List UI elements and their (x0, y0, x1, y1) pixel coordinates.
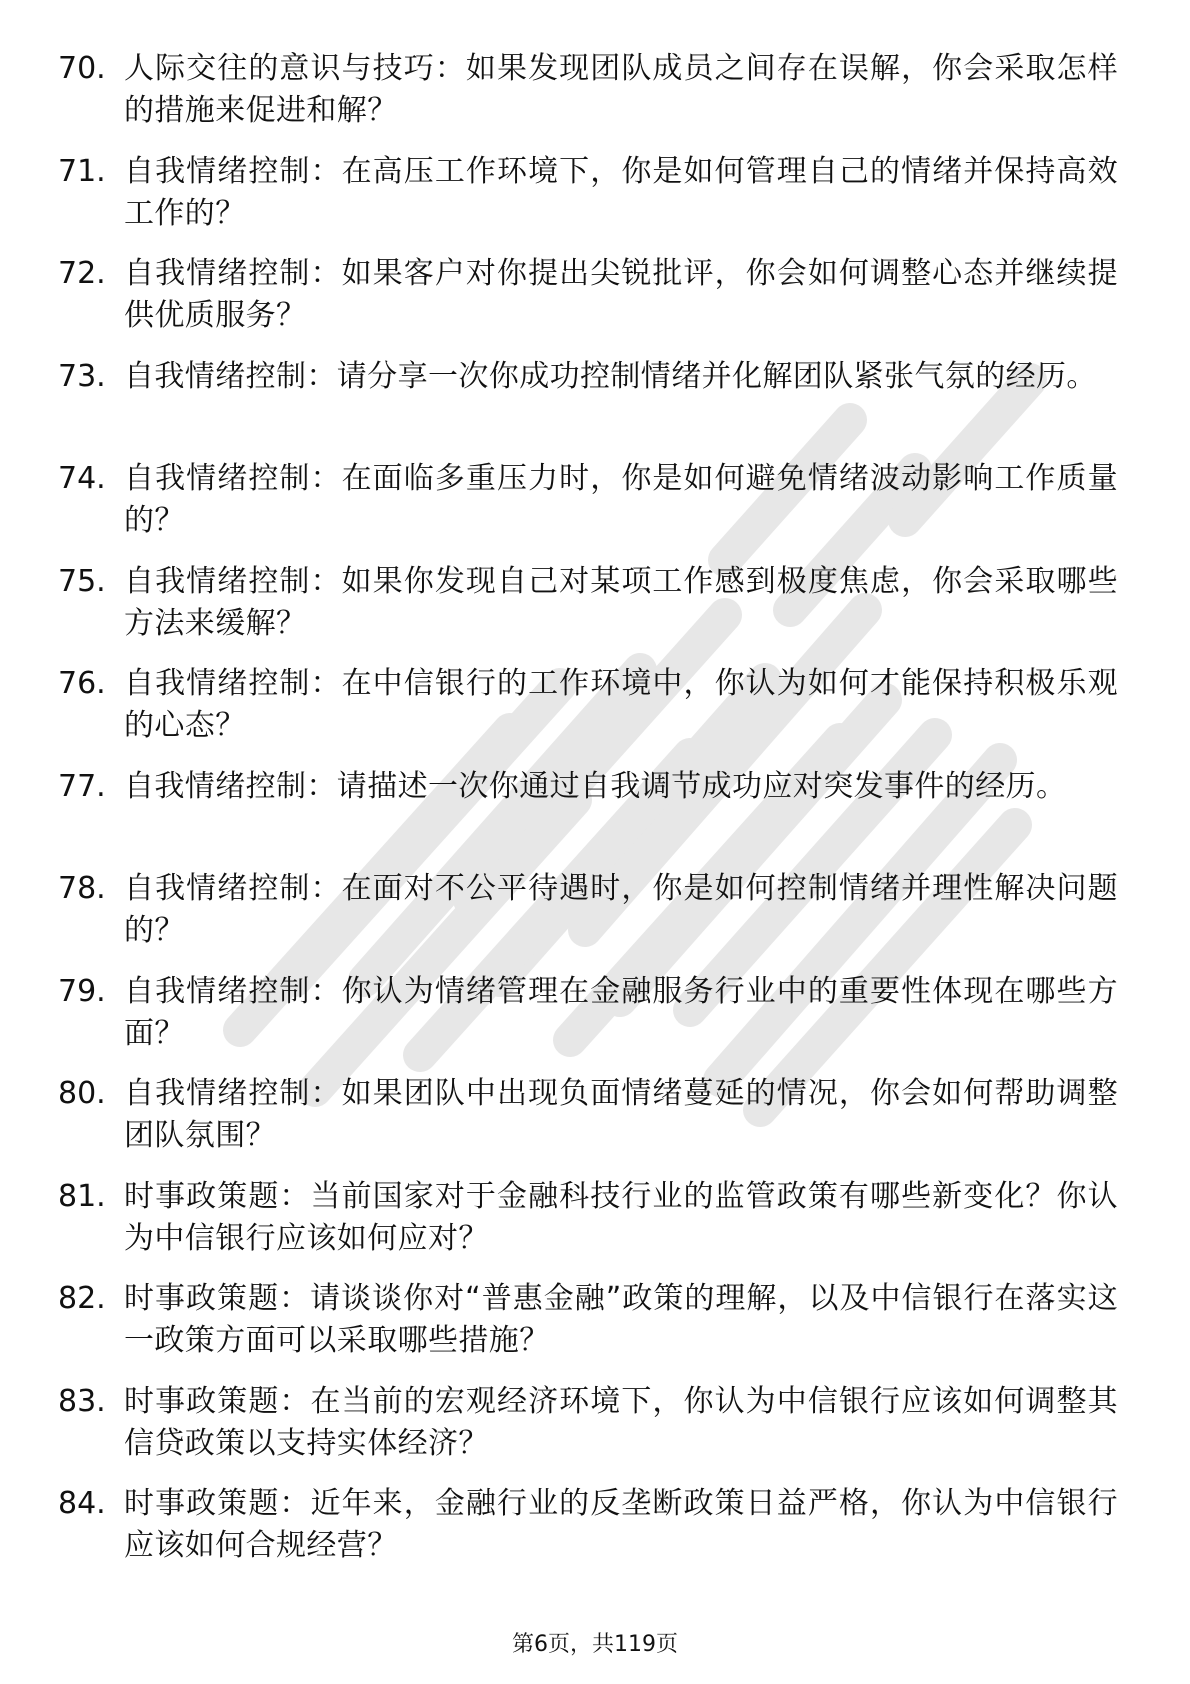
question-item (58, 1483, 1118, 1586)
question-item (58, 48, 1118, 151)
question-text: 时事政策题：请谈谈你对“普惠金融”政策的理解，以及中信银行在落实这一政策方面可以采取哪些措施？ (124, 1281, 1118, 1358)
question-text: 时事政策题：当前国家对于金融科技行业的监管政策有哪些新变化？你认为中信银行应该如何应对？ (124, 1178, 1118, 1256)
question-text: 自我情绪控制：请分享一次你成功控制情绪并化解团队紧张气氛的经历。 (124, 358, 1097, 394)
question-number: 80. (58, 1076, 106, 1111)
question-list (58, 48, 1118, 1586)
question-text: 自我情绪控制：如果你发现自己对某项工作感到极度焦虑，你会采取哪些方法来缓解？ (124, 563, 1118, 641)
question-text: 时事政策题：近年来，金融行业的反垄断政策日益严格，你认为中信银行应该如何合规经营？ (124, 1486, 1118, 1563)
page-number-label: 第6页，共119页 (512, 1632, 678, 1657)
question-text: 时事政策题：在当前的宏观经济环境下，你认为中信银行应该如何调整其信贷政策以支持实体经济？ (124, 1383, 1118, 1461)
question-number: 75. (58, 563, 106, 599)
question-item (58, 253, 1118, 356)
question-text: 自我情绪控制：如果团队中出现负面情绪蔓延的情况，你会如何帮助调整团队氛围？ (124, 1076, 1118, 1153)
question-number: 73. (58, 358, 106, 394)
question-item (58, 151, 1118, 254)
question-text: 自我情绪控制：在高压工作环境下，你是如何管理自己的情绪并保持高效工作的？ (124, 153, 1118, 231)
question-number: 71. (58, 153, 106, 189)
question-item (58, 356, 1118, 459)
question-text: 自我情绪控制：你认为情绪管理在金融服务行业中的重要性体现在哪些方面？ (124, 973, 1118, 1051)
question-text: 人际交往的意识与技巧：如果发现团队成员之间存在误解，你会采取怎样的措施来促进和解？ (124, 51, 1118, 128)
question-item (58, 1073, 1118, 1176)
question-number: 83. (58, 1383, 106, 1419)
question-number: 72. (58, 256, 106, 291)
question-item (58, 868, 1118, 971)
question-text: 自我情绪控制：请描述一次你通过自我调节成功应对突发事件的经历。 (124, 768, 1067, 804)
question-item (58, 766, 1118, 869)
question-number: 79. (58, 973, 106, 1009)
question-text: 自我情绪控制：在中信银行的工作环境中，你认为如何才能保持积极乐观的心态？ (124, 666, 1118, 743)
question-text: 自我情绪控制：在面临多重压力时，你是如何避免情绪波动影响工作质量的？ (124, 461, 1118, 538)
question-number: 70. (58, 51, 106, 86)
question-number: 76. (58, 666, 106, 701)
question-item (58, 663, 1118, 766)
question-number: 74. (58, 461, 106, 496)
question-item (58, 1381, 1118, 1484)
question-number: 77. (58, 768, 106, 804)
question-item (58, 1176, 1118, 1279)
question-item (58, 561, 1118, 664)
question-item (58, 971, 1118, 1074)
question-item (58, 458, 1118, 561)
question-number: 78. (58, 871, 106, 906)
page-footer (0, 1630, 1190, 1660)
question-item (58, 1278, 1118, 1381)
question-number: 81. (58, 1178, 106, 1214)
question-text: 自我情绪控制：如果客户对你提出尖锐批评，你会如何调整心态并继续提供优质服务？ (124, 256, 1118, 333)
question-number: 82. (58, 1281, 106, 1316)
question-number: 84. (58, 1486, 106, 1521)
question-text: 自我情绪控制：在面对不公平待遇时，你是如何控制情绪并理性解决问题的？ (124, 871, 1118, 948)
